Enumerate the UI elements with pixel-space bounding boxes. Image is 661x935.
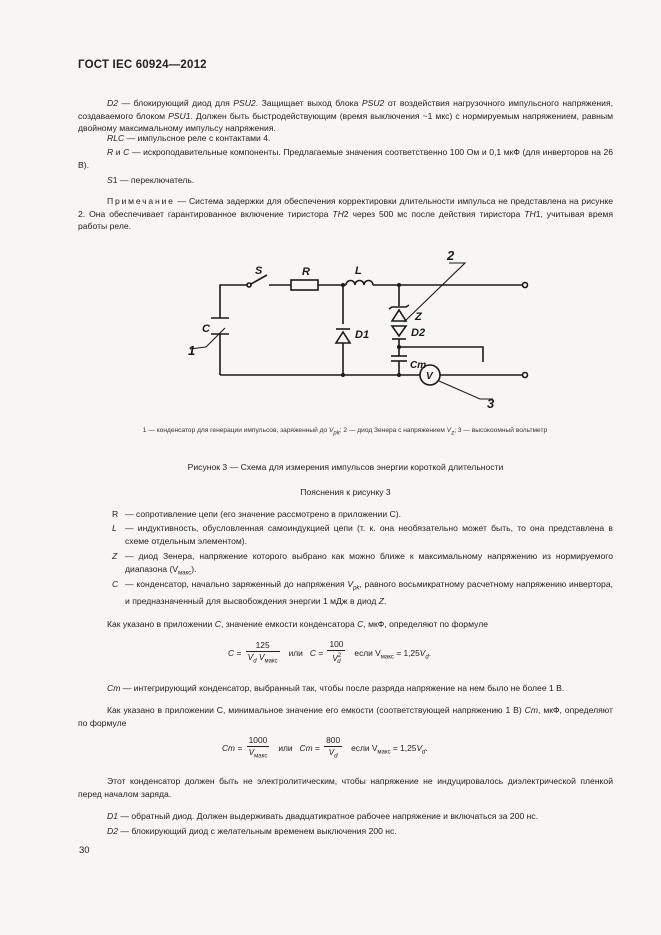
terminal-top xyxy=(523,283,528,288)
junction-d1-bottom xyxy=(341,373,345,377)
inductor-l xyxy=(346,281,373,286)
diode-d1 xyxy=(336,332,350,343)
label-z: Z xyxy=(415,311,422,323)
fraction-c-2: $\frac{100}{V^2_d}$ xyxy=(329,639,344,666)
resistor-r xyxy=(291,280,318,290)
page-number: 30 xyxy=(79,845,90,856)
expl-l-symbol: L xyxy=(112,523,117,533)
fraction-cm-1: $\frac{1000}{V_{макс}}$ xyxy=(248,735,268,760)
figure-legend: 1 — конденсатор для генерации импульсов, заряженный до $V_{pk}$; 2 — диод Зенера с напряжением $V_z$; 3 — высокоомный вольтметр xyxy=(142,427,548,437)
expl-r-symbol: R xyxy=(112,509,119,519)
fraction-cm-2: $\frac{800}{V_d}$ xyxy=(326,735,341,760)
diode-d2 xyxy=(392,326,406,336)
junction-d1-top xyxy=(341,283,345,287)
label-l: L xyxy=(355,265,362,277)
expl-z-symbol: Z xyxy=(112,551,118,561)
expl-z-text: — диод Зенера, напряжение которого выбрано как можно ближе к максимальному напряжению из нормируемого диапазона $(V_{макс})$. xyxy=(125,551,613,577)
label-r: R xyxy=(302,266,310,278)
fraction-c-1: $\frac{125}{V_d V_{макс}}$ xyxy=(247,639,278,665)
expl-c-symbol: C xyxy=(112,579,119,589)
paragraph-d2: D2 — блокирующий диод с желательным временем выключения 200 нс. xyxy=(107,826,397,836)
formula-cm: Cm = $\frac{1000}{V_{макс}}$ или Cm = $\frac{800}{V_d}$ если $V_{макс} = 1,25V_d$. xyxy=(222,735,428,763)
definition-rc: R и C — искроподавительные компоненты. Предлагаемые значения соответственно 100 Ом и 0,1 мкФ (для инверторов на 26 В). xyxy=(78,147,613,170)
definition-s1: S1 — переключатель. xyxy=(107,175,195,185)
label-cm: Cm xyxy=(410,360,427,371)
note-paragraph: Примечание — Система задержки для обеспечения корректировки длительности импульса не представлена на рисунке 2. Она обеспечивает гарантированное включение тиристора TH2 через 500 мс после действия тиристора TH1, учитывая время работы реле. xyxy=(78,196,613,232)
label-d1: D1 xyxy=(355,329,370,341)
leader-2 xyxy=(404,263,465,322)
paragraph-capacitance-c: Как указано в приложении C, значение емкости конденсатора C, мкФ, определяют по формуле xyxy=(107,619,488,629)
callout-2: 2 xyxy=(447,250,455,263)
figure-title: Рисунок 3 — Схема для измерения импульсов энергии короткой длительности xyxy=(187,462,504,472)
circuit-diagram xyxy=(175,250,545,410)
junction-cm-bottom xyxy=(397,373,401,377)
paragraph-non-electrolytic: Этот конденсатор должен быть не электролитическим, чтобы напряжение не индуцировалось диэлектрической пленкой перед началом заряда. xyxy=(78,776,613,799)
definition-d2: D2 — блокирующий диод для PSU2. Защищает выход блока PSU2 от воздействия нагрузочного импульсного напряжения, создаваемого блоком PSU1. Должен быть быстродействующим (время выключения ~1 мкс) с нормируемым напряжением, равным двойному максимальному импульсу напряжения. xyxy=(78,98,614,134)
label-c: C xyxy=(202,323,210,335)
paragraph-cm-definition: Cm — интегрирующий конденсатор, выбранный так, чтобы после разряда напряжение на нем было не более 1 В. xyxy=(107,683,565,693)
definition-rlc: RLC — импульсное реле с контактами 4. xyxy=(107,133,271,143)
junction-voltmeter xyxy=(397,345,401,349)
wire-left xyxy=(220,285,247,375)
zener-diode-z xyxy=(392,310,406,321)
expl-c-text: — конденсатор, начально заряженный до напряжения $V_{pk}$, равного восьмикратному расчетному напряжению инвертора, и предназначенный для высвобождения энергии 1 мДж в диод Z. xyxy=(125,579,613,607)
switch-contact-left xyxy=(247,283,251,287)
callout-3: 3 xyxy=(487,396,495,410)
explanations-heading: Пояснения к рисунку 3 xyxy=(300,487,391,497)
formula-c: C = $\frac{125}{V_d V_{макс}}$ или C = $\frac{100}{V^2_d}$ если $V_{макс} = 1,25V_d$. xyxy=(228,639,431,668)
expl-l-text: — индуктивность, обусловленная самоиндукцией цепи (т. к. она необязательно может быть, то она представлена в схеме отдельным элементом). xyxy=(125,523,613,546)
label-v: V xyxy=(426,371,433,382)
callout-1: 1 xyxy=(188,343,196,358)
terminal-bottom xyxy=(523,373,528,378)
paragraph-cm-minimum: Как указано в приложении С, минимальное значение его емкости (соответствующей напряжению 1 В) Cm, мкФ, определяют по формуле xyxy=(78,705,613,728)
document-header: ГОСТ IEC 60924—2012 xyxy=(78,59,207,71)
paragraph-d1: D1 — обратный диод. Должен выдерживать двадцатикратное рабочее напряжение и включаться за 200 нс. xyxy=(107,811,539,821)
label-s: S xyxy=(255,265,263,277)
expl-r-text: — сопротивление цепи (его значение рассмотрено в приложении С). xyxy=(125,509,401,519)
leader-3 xyxy=(439,381,493,399)
junction-z-top xyxy=(397,283,401,287)
label-d2: D2 xyxy=(411,327,426,339)
